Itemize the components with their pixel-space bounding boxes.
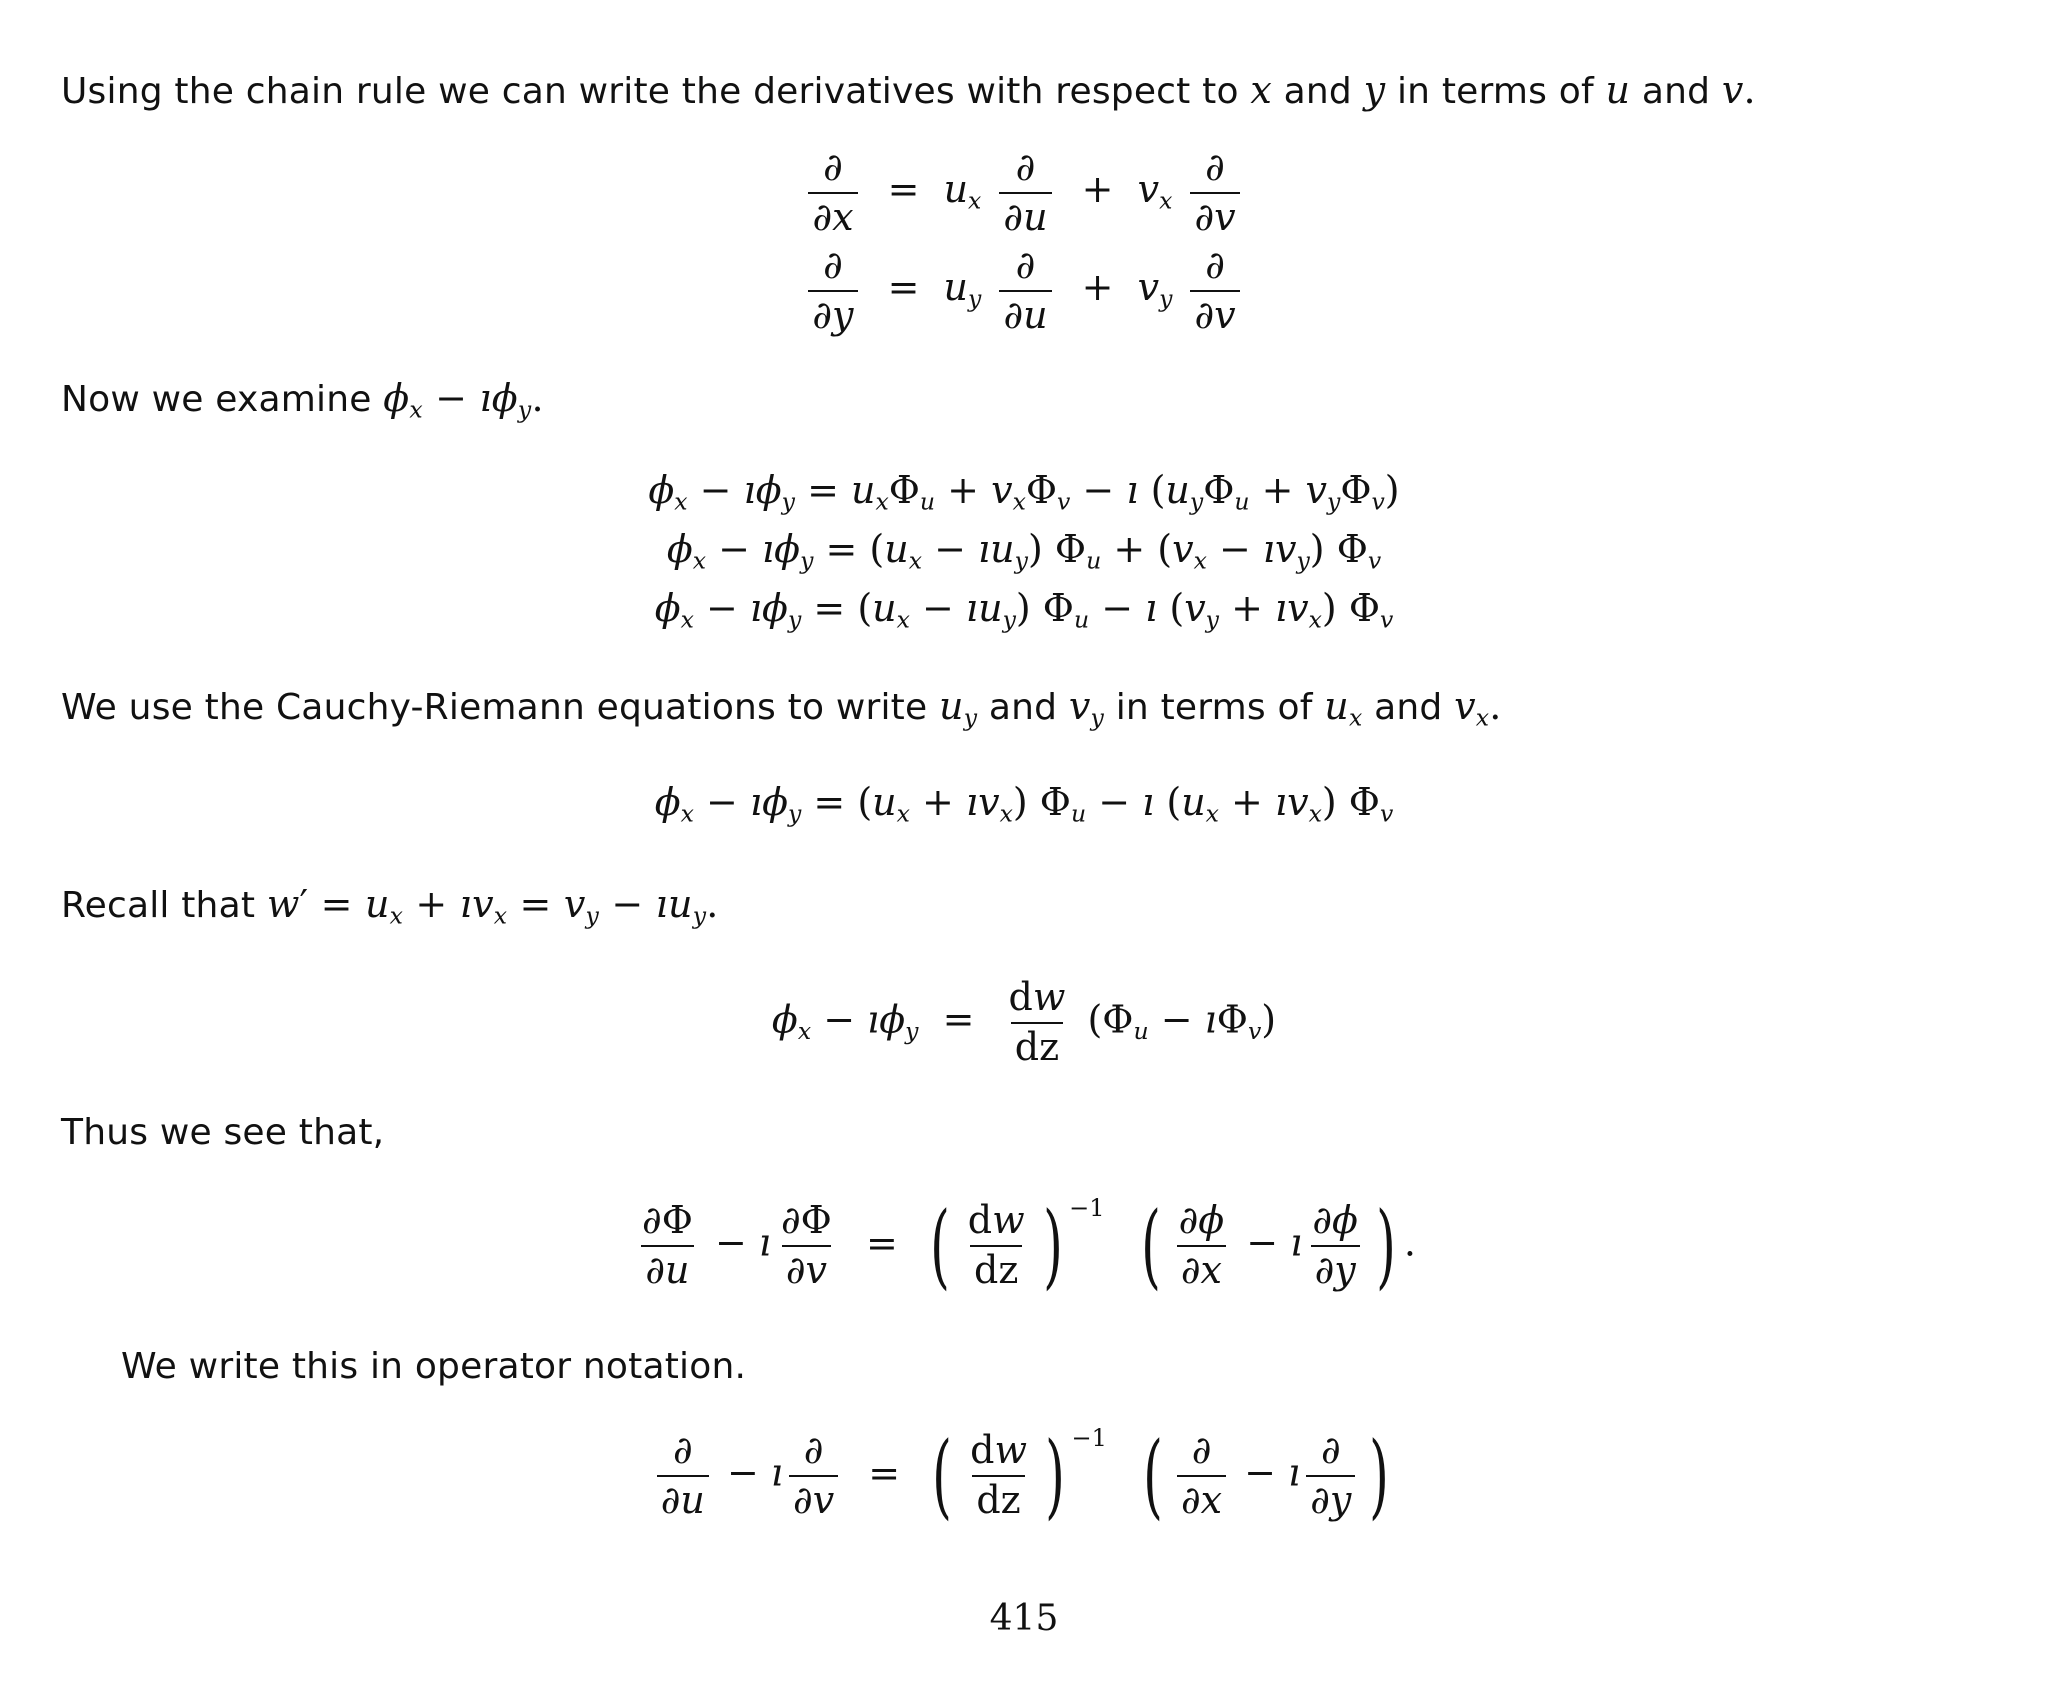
fraction: $\frac{\partial}{\partial x}$ bbox=[808, 148, 857, 238]
equation-chain-rule-x: $\frac{\partial}{\partial x}$ = $u_x$ $\frac{\partial}{\partial u}$ + $v_x$ $\frac{\partial}{\partial v}$ bbox=[0, 148, 2048, 238]
math-u: u bbox=[1605, 68, 1631, 112]
equation-expand-1: $\phi_x$ − $ı\phi_y = u_x\Phi_u + v_x\Phi_v$ − ı $(u_y\Phi_u + v_y\Phi_v)$ bbox=[648, 468, 1400, 516]
equation-chain-rule-y: $\frac{\partial}{\partial y}$ = $u_y$ $\frac{\partial}{\partial u}$ + $v_y$ $\frac{\partial}{\partial v}$ bbox=[0, 246, 2048, 336]
equation-expand-2: $\phi_x$ − $ı\phi_y = (u_x$ − $ıu_y$) $\Phi_u + (v_x$ − $ıv_y$) $\Phi_v$ bbox=[666, 527, 1382, 575]
paragraph-thus bbox=[61, 1112, 384, 1153]
text-run: Using the chain rule we can write the derivatives with respect to bbox=[61, 71, 1239, 112]
text-run: and bbox=[1283, 71, 1352, 112]
text-run: We use the Cauchy-Riemann equations to write bbox=[61, 687, 928, 728]
page-number: 415 bbox=[989, 1598, 1059, 1639]
text-run: Recall that bbox=[61, 885, 256, 926]
text-run: We write this in operator notation. bbox=[121, 1346, 747, 1387]
text-run: in terms of bbox=[1115, 687, 1313, 728]
math-x: x bbox=[1250, 68, 1272, 112]
text-run: Thus we see that, bbox=[61, 1112, 385, 1153]
equation-result: $\frac{\partial\Phi}{\partial u}$ − ı $\frac{\partial\Phi}{\partial v}$ = ( $\frac{dw}{dz}$ ) −1 ( $\frac{\partial\phi}{\partial x}$ − ı $\frac{\partial\phi}{\partial y}$ ) . bbox=[642, 1192, 1416, 1299]
math-v: v. bbox=[1721, 68, 1756, 112]
paragraph-chain-rule bbox=[61, 68, 1756, 112]
math-y: y bbox=[1363, 68, 1386, 112]
paragraph-operator bbox=[121, 1346, 746, 1387]
text-run: in terms of bbox=[1396, 71, 1594, 112]
equation-dwdz: $\phi_x$ − $ı\phi_y$ = $\frac{dw}{dz}$ ($\Phi_u$ − $ı\Phi_v$) bbox=[771, 975, 1277, 1069]
paragraph-recall: Recall that $w' = u_x$ + $ıv_x = v_y$ − $ıu_y$. bbox=[61, 882, 719, 930]
text-run: and bbox=[988, 687, 1058, 728]
equation-operator: $\frac{\partial}{\partial u}$ − ı $\frac{\partial}{\partial v}$ = ( $\frac{dw}{dz}$ ) −1 ( $\frac{\partial}{\partial x}$ − ı $\frac{\partial}{\partial y}$ ) bbox=[0, 1430, 2048, 1522]
paragraph-cauchy-riemann: We use the Cauchy-Riemann equations to write $u_y$ and $v_y$ in terms of $u_x$ and $v_x$. bbox=[61, 684, 1502, 732]
text-run: and bbox=[1641, 71, 1711, 112]
equation-cauchy-riemann-sub: $\phi_x$ − $ı\phi_y = (u_x$ + $ıv_x$) $\Phi_u$ − ı ($u_x$ + $ıv_x$) $\Phi_v$ bbox=[654, 780, 1394, 828]
text-run: and bbox=[1374, 687, 1443, 728]
math-phix-minus-iphiy: $\phi_x$ − $ı\phi_y$. bbox=[383, 376, 544, 424]
paragraph-examine bbox=[61, 376, 544, 424]
text-run: Now we examine bbox=[61, 379, 372, 420]
equation-expand-3: $\phi_x$ − $ı\phi_y = (u_x$ − $ıu_y$) $\Phi_u$ − ı ($v_y$ + $ıv_x$) $\Phi_v$ bbox=[654, 586, 1394, 634]
